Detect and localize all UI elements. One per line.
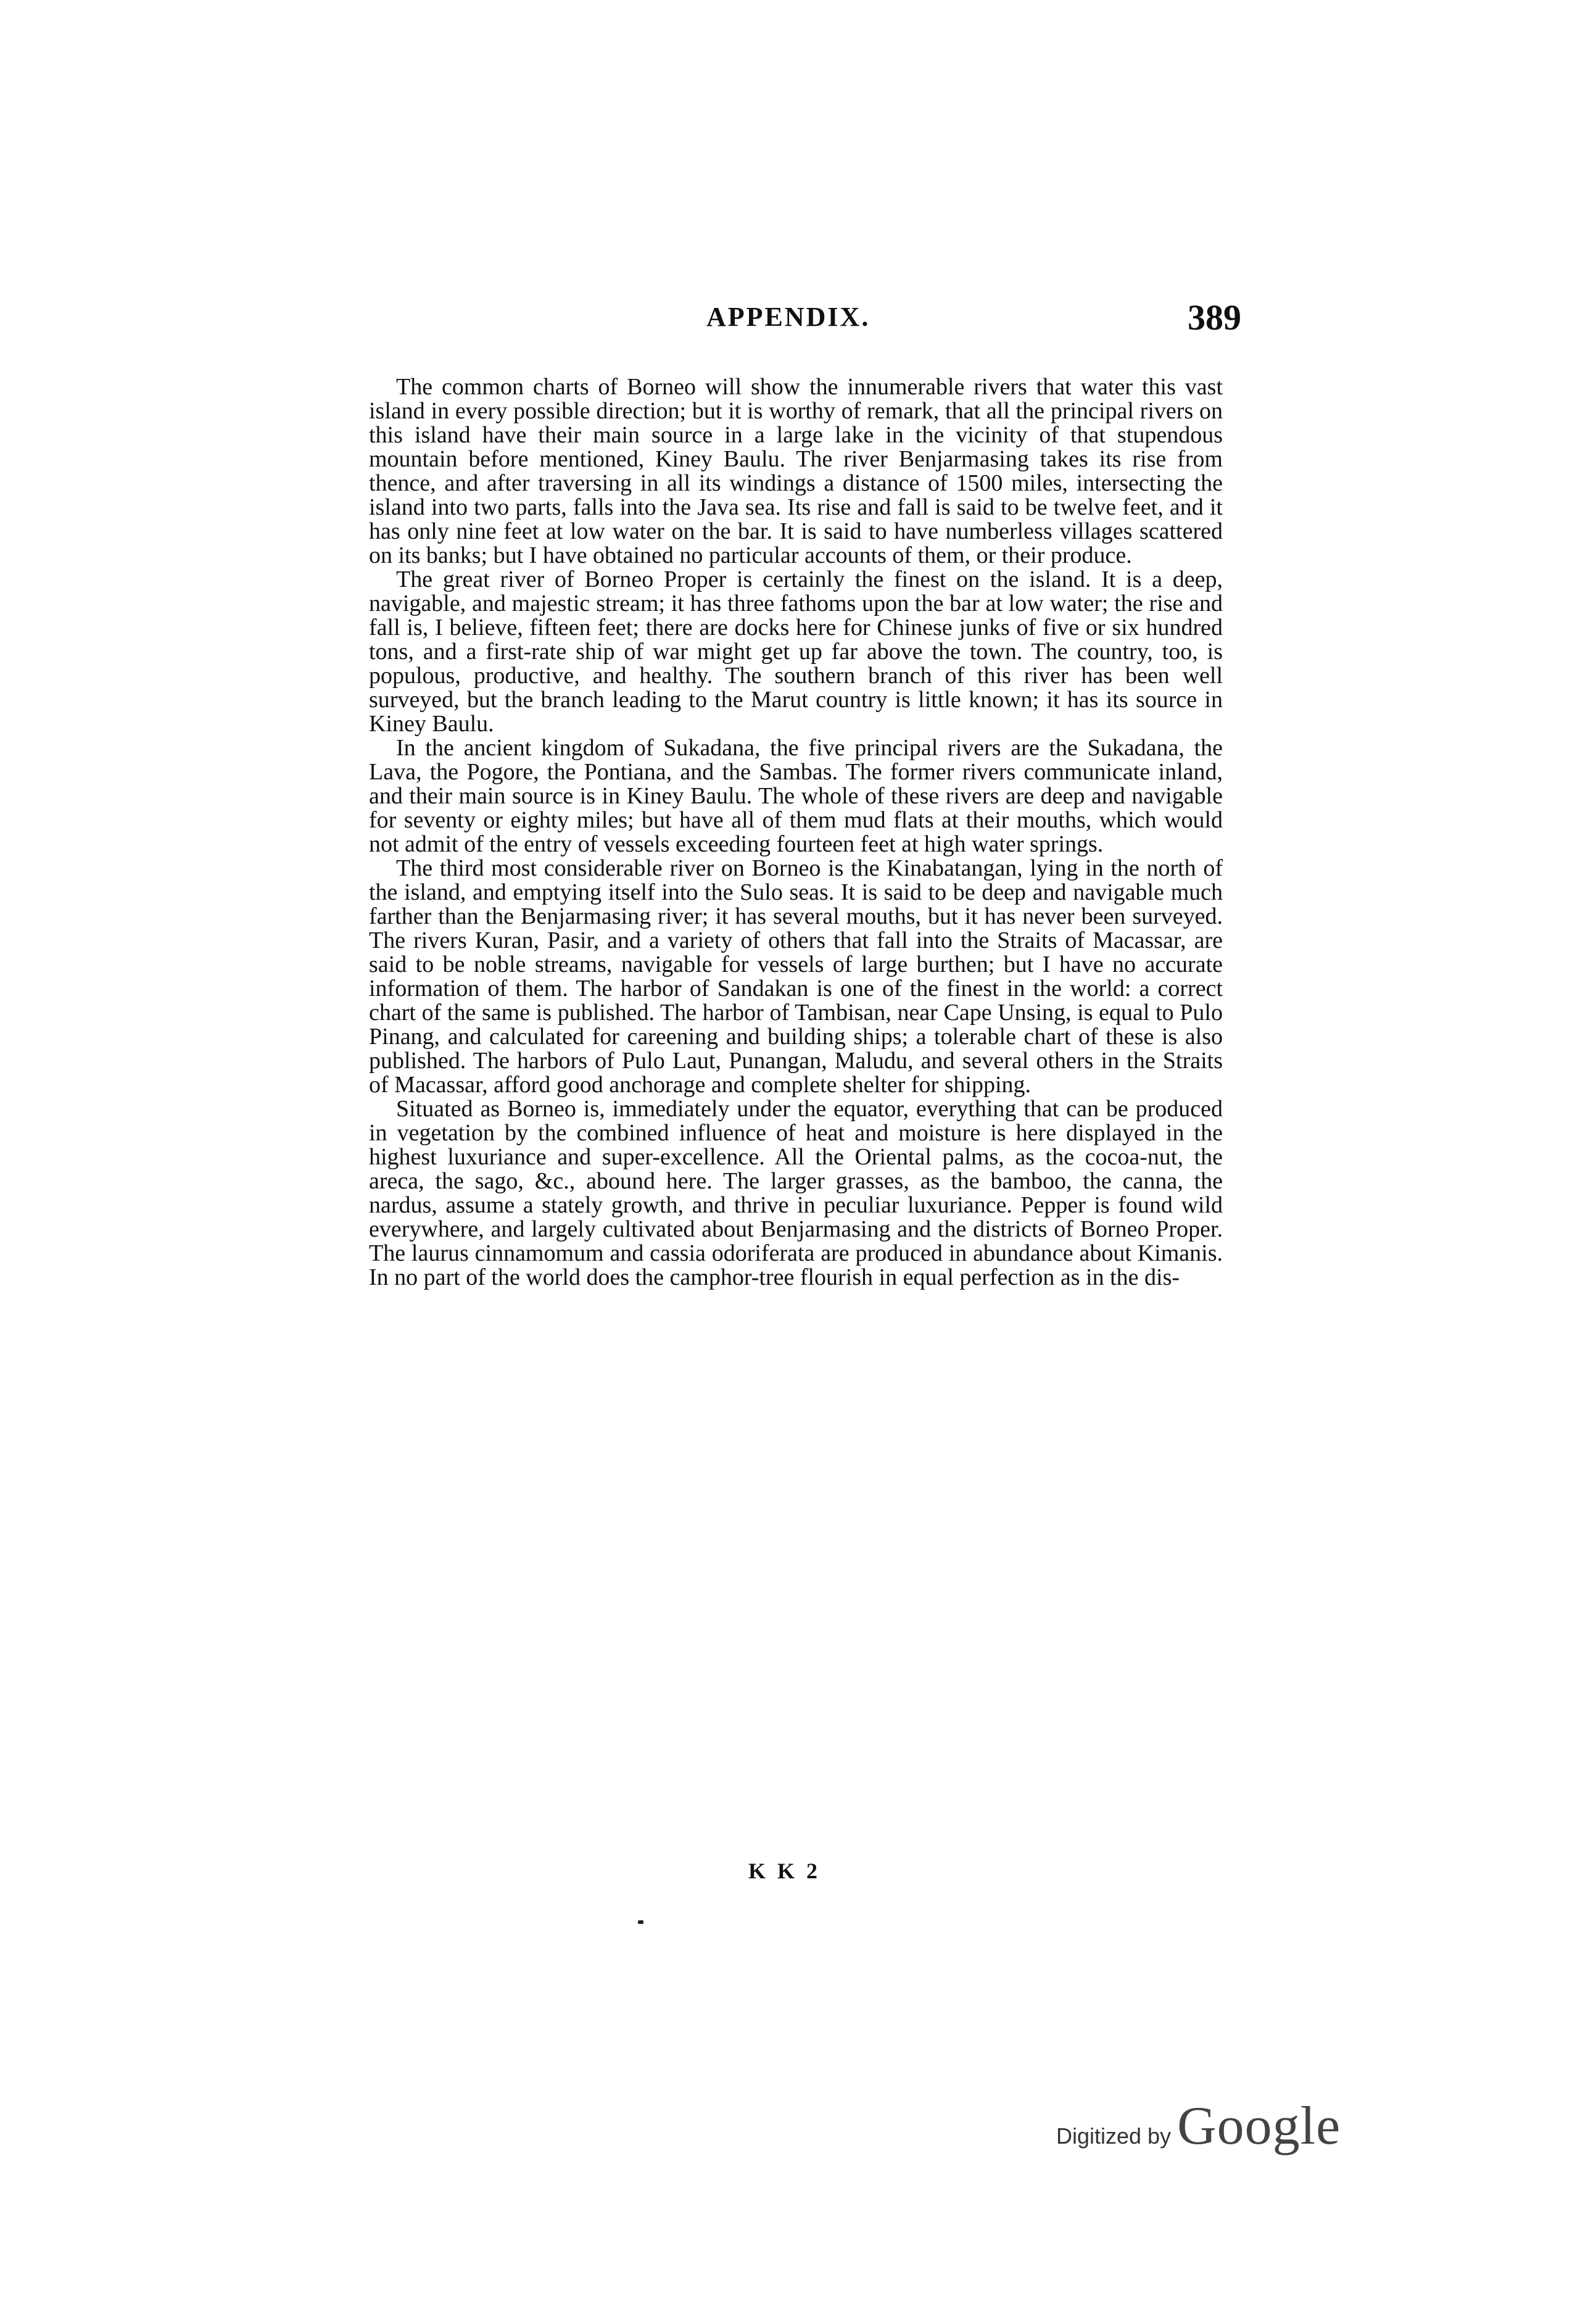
- running-head: APPENDIX.: [706, 302, 870, 332]
- page-header: [370, 297, 1241, 347]
- paragraph: In the ancient kingdom of Sukadana, the five principal rivers are the Sukadana, the Lava, the Pogore, the Pontiana, and the Sambas. The former rivers communicate inland, and their main source is in Kiney Baulu. The whole of these rivers are deep and navigable for seventy or eighty miles; but have all of them mud flats at their mouths, which would not admit of the entry of vessels exceeding fourteen feet at high water springs.: [369, 735, 1223, 857]
- page-number: 389: [1188, 297, 1241, 338]
- ink-speck: [638, 1920, 643, 1924]
- paragraph: The third most considerable river on Borneo is the Kinabatangan, lying in the north of the island, and emptying itself into the Sulo seas. It is said to be deep and navigable much farther than the Benjarmasing river; it has several mouths, but it has never been surveyed. The rivers Kuran, Pasir, and a variety of others that fall into the Straits of Macassar, are said to be noble streams, navigable for vessels of large burthen; but I have no accurate information of them. The harbor of Sandakan is one of the finest in the world: a correct chart of the same is published. The harbor of Tambisan, near Cape Unsing, is equal to Pulo Pinang, and calculated for careening and building ships; a tolerable chart of these is also published. The harbors of Pulo Laut, Punangan, Maludu, and several others in the Straits of Macassar, afford good anchorage and complete shelter for shipping.: [369, 855, 1223, 1098]
- watermark-prefix: Digitized by: [1056, 2123, 1172, 2149]
- signature-mark: K K 2: [748, 1859, 821, 1883]
- paragraph: The great river of Borneo Proper is certainly the finest on the island. It is a deep, navigable, and majestic stream; it has three fathoms upon the bar at low water; the rise and fall is, I believe, fifteen feet; there are docks here for Chinese junks of five or six hundred tons, and a first-rate ship of war might get up far above the town. The country, too, is populous, productive, and healthy. The southern branch of this river has been well surveyed, but the branch leading to the Marut country is little known; it has its source in Kiney Baulu.: [369, 566, 1223, 737]
- paragraph: Situated as Borneo is, immediately under the equator, everything that can be produced in vegetation by the combined influence of heat and moisture is here displayed in the highest luxuriance and super-excellence. All the Oriental palms, as the cocoa-nut, the areca, the sago, &c., abound here. The larger grasses, as the bamboo, the canna, the nardus, assume a stately growth, and thrive in peculiar luxuriance. Pepper is found wild everywhere, and largely cultivated about Benjarmasing and the districts of Borneo Proper. The laurus cinnamomum and cassia odoriferata are produced in abundance about Kimanis. In no part of the world does the camphor-tree flourish in equal perfection as in the dis-: [369, 1096, 1223, 1290]
- paragraph: The common charts of Borneo will show the innumerable rivers that water this vast island in every possible direction; but it is worthy of remark, that all the principal rivers on this island have their main source in a large lake in the vicinity of that stupendous mountain before mentioned, Kiney Baulu. The river Benjarmasing takes its rise from thence, and after traversing in all its windings a distance of 1500 miles, intersecting the island into two parts, falls into the Java sea. Its rise and fall is said to be twelve feet, and it has only nine feet at low water on the bar. It is said to have numberless villages scattered on its banks; but I have obtained no particular accounts of them, or their produce.: [369, 374, 1223, 568]
- digitization-watermark: [1056, 2095, 1341, 2156]
- google-logo: Google: [1177, 2096, 1341, 2156]
- body-text: [369, 375, 1223, 1290]
